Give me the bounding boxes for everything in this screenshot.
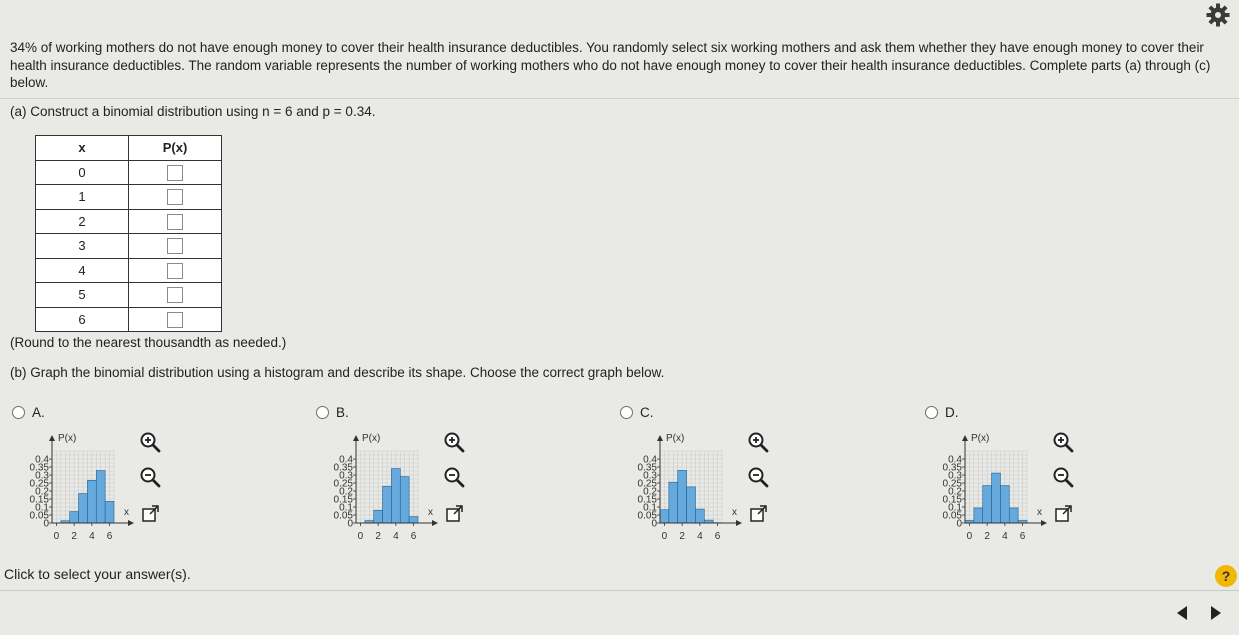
histogram-bar (660, 510, 669, 523)
x-value-cell: 4 (36, 258, 129, 283)
table-row (36, 185, 222, 210)
table-body (36, 160, 222, 332)
zoom-out-icon[interactable] (443, 466, 465, 488)
y-tick-label: 0.3 (948, 471, 962, 482)
x-tick-label: 4 (697, 531, 703, 542)
px-cell (129, 209, 222, 234)
option-radio[interactable] (12, 406, 25, 419)
y-tick-label: 0.1 (948, 503, 962, 514)
y-axis-label: P(x) (58, 433, 76, 444)
histogram-bar (983, 486, 992, 523)
gear-icon[interactable] (1205, 2, 1231, 28)
y-tick-label: 0.3 (339, 471, 353, 482)
histogram-bar (409, 517, 418, 523)
histogram-chart (316, 426, 446, 546)
zoom-out-icon[interactable] (139, 466, 161, 488)
table-row (36, 160, 222, 185)
histogram-bar (1009, 508, 1018, 523)
px-cell (129, 307, 222, 332)
histogram-bar (70, 512, 79, 523)
px-answer-input[interactable] (167, 263, 183, 279)
y-tick-label: 0.25 (30, 479, 50, 490)
px-cell (129, 160, 222, 185)
next-arrow-icon[interactable] (1200, 600, 1230, 626)
table-header-row (36, 136, 222, 161)
y-axis-arrow (657, 435, 663, 441)
y-tick-label: 0.3 (35, 471, 49, 482)
px-answer-input[interactable] (167, 287, 183, 303)
y-axis-arrow (49, 435, 55, 441)
histogram-bar (974, 508, 983, 523)
x-axis-label: x (1037, 507, 1042, 518)
x-tick-label: 2 (984, 531, 990, 542)
x-tick-label: 2 (71, 531, 77, 542)
histogram-bar (669, 482, 678, 523)
popout-icon[interactable] (444, 503, 466, 525)
x-tick-label: 6 (411, 531, 417, 542)
part-a-prompt: (a) Construct a binomial distribution using n = 6 and p = 0.34. (10, 104, 375, 119)
histogram-chart (12, 426, 142, 546)
histogram-bar (105, 501, 114, 523)
y-tick-label: 0.35 (943, 463, 963, 474)
px-cell (129, 185, 222, 210)
column-header-x: x (36, 136, 129, 161)
histogram-bar (87, 480, 96, 523)
table-row (36, 209, 222, 234)
zoom-in-icon[interactable] (1052, 431, 1074, 453)
histogram-bar (992, 473, 1001, 523)
y-tick-label: 0.15 (334, 495, 354, 506)
y-tick-label: 0.35 (334, 463, 354, 474)
y-axis-label: P(x) (362, 433, 380, 444)
x-axis-arrow (432, 520, 438, 526)
y-tick-label: 0.05 (30, 511, 50, 522)
y-axis-label: P(x) (971, 433, 989, 444)
px-answer-input[interactable] (167, 189, 183, 205)
y-tick-label: 0.3 (643, 471, 657, 482)
x-tick-label: 2 (375, 531, 381, 542)
table-row (36, 258, 222, 283)
x-axis-label: x (428, 507, 433, 518)
x-axis-arrow (1041, 520, 1047, 526)
x-tick-label: 2 (679, 531, 685, 542)
y-tick-label: 0.05 (943, 511, 963, 522)
histogram-bar (1000, 486, 1009, 523)
table-row (36, 234, 222, 259)
histogram-bar (400, 477, 409, 523)
y-tick-label: 0 (651, 519, 657, 530)
y-tick-label: 0.1 (35, 503, 49, 514)
y-tick-label: 0.1 (643, 503, 657, 514)
option-label: C. (640, 405, 654, 420)
y-tick-label: 0.25 (334, 479, 354, 490)
option-c[interactable] (620, 400, 830, 550)
y-axis-label: P(x) (666, 433, 684, 444)
y-tick-label: 0.25 (943, 479, 963, 490)
option-a[interactable] (12, 400, 222, 550)
popout-icon[interactable] (140, 503, 162, 525)
y-tick-label: 0 (956, 519, 962, 530)
histogram-bar (678, 470, 687, 523)
x-tick-label: 6 (715, 531, 721, 542)
x-axis-label: x (124, 507, 129, 518)
click-instruction: Click to select your answer(s). (4, 566, 191, 582)
y-axis-arrow (353, 435, 359, 441)
option-label: B. (336, 405, 349, 420)
x-tick-label: 6 (1020, 531, 1026, 542)
rounding-note: (Round to the nearest thousandth as needed.) (10, 335, 286, 350)
x-value-cell: 6 (36, 307, 129, 332)
histogram-bar (374, 510, 383, 523)
popout-icon[interactable] (748, 503, 770, 525)
y-tick-label: 0 (43, 519, 49, 530)
y-tick-label: 0.4 (339, 455, 353, 466)
x-tick-label: 0 (967, 531, 973, 542)
popout-icon[interactable] (1053, 503, 1075, 525)
px-cell (129, 258, 222, 283)
column-header-px: P(x) (129, 136, 222, 161)
help-icon[interactable]: ? (1215, 565, 1237, 587)
y-tick-label: 0 (347, 519, 353, 530)
x-axis-arrow (128, 520, 134, 526)
x-tick-label: 0 (54, 531, 60, 542)
option-label: A. (32, 405, 45, 420)
x-value-cell: 1 (36, 185, 129, 210)
px-cell (129, 283, 222, 308)
y-tick-label: 0.4 (35, 455, 49, 466)
y-tick-label: 0.2 (643, 487, 657, 498)
option-b[interactable] (316, 400, 526, 550)
bottom-bar (0, 590, 1239, 635)
zoom-in-icon[interactable] (443, 431, 465, 453)
histogram-bar (383, 486, 392, 523)
x-axis-label: x (732, 507, 737, 518)
x-tick-label: 0 (662, 531, 668, 542)
y-tick-label: 0.2 (339, 487, 353, 498)
px-answer-input[interactable] (167, 312, 183, 328)
y-tick-label: 0.1 (339, 503, 353, 514)
y-tick-label: 0.35 (30, 463, 50, 474)
zoom-in-icon[interactable] (139, 431, 161, 453)
x-tick-label: 4 (89, 531, 95, 542)
x-axis-arrow (736, 520, 742, 526)
y-tick-label: 0.2 (35, 487, 49, 498)
y-tick-label: 0.4 (948, 455, 962, 466)
y-tick-label: 0.35 (638, 463, 658, 474)
px-answer-input[interactable] (167, 238, 183, 254)
y-tick-label: 0.05 (638, 511, 658, 522)
histogram-bar (391, 469, 400, 523)
y-tick-label: 0.15 (30, 495, 50, 506)
zoom-out-icon[interactable] (1052, 466, 1074, 488)
y-tick-label: 0.15 (638, 495, 658, 506)
y-tick-label: 0.2 (948, 487, 962, 498)
y-tick-label: 0.05 (334, 511, 354, 522)
x-value-cell: 0 (36, 160, 129, 185)
table-row (36, 307, 222, 332)
histogram-chart (620, 426, 750, 546)
option-d[interactable] (925, 400, 1135, 550)
y-tick-label: 0.4 (643, 455, 657, 466)
x-tick-label: 0 (358, 531, 364, 542)
option-radio[interactable] (925, 406, 938, 419)
histogram-bar (687, 487, 696, 523)
zoom-out-icon[interactable] (747, 466, 769, 488)
y-tick-label: 0.15 (943, 495, 963, 506)
px-answer-input[interactable] (167, 165, 183, 181)
x-tick-label: 6 (107, 531, 113, 542)
histogram-chart (925, 426, 1055, 546)
binomial-table (35, 135, 222, 332)
histogram-bar (79, 494, 88, 523)
zoom-in-icon[interactable] (747, 431, 769, 453)
x-tick-label: 4 (1002, 531, 1008, 542)
table-row (36, 283, 222, 308)
option-radio[interactable] (316, 406, 329, 419)
x-value-cell: 3 (36, 234, 129, 259)
x-value-cell: 2 (36, 209, 129, 234)
option-radio[interactable] (620, 406, 633, 419)
y-tick-label: 0.25 (638, 479, 658, 490)
x-value-cell: 5 (36, 283, 129, 308)
prev-arrow-icon[interactable] (1168, 600, 1198, 626)
divider (0, 98, 1239, 99)
x-tick-label: 4 (393, 531, 399, 542)
px-cell (129, 234, 222, 259)
histogram-bar (96, 471, 105, 523)
option-label: D. (945, 405, 959, 420)
histogram-bar (695, 509, 704, 523)
px-answer-input[interactable] (167, 214, 183, 230)
y-axis-arrow (962, 435, 968, 441)
part-b-prompt: (b) Graph the binomial distribution using a histogram and describe its shape. Choose the correct graph below. (10, 365, 664, 380)
problem-statement: 34% of working mothers do not have enough money to cover their health insurance deductibles. You randomly select six working mothers and ask them whether they have enough money to cover their health insurance deductibles. The random variable represents the number of working mothers who do not have enough money to cover their health insurance deductibles. Complete parts (a) through (c) below. (10, 39, 1225, 92)
